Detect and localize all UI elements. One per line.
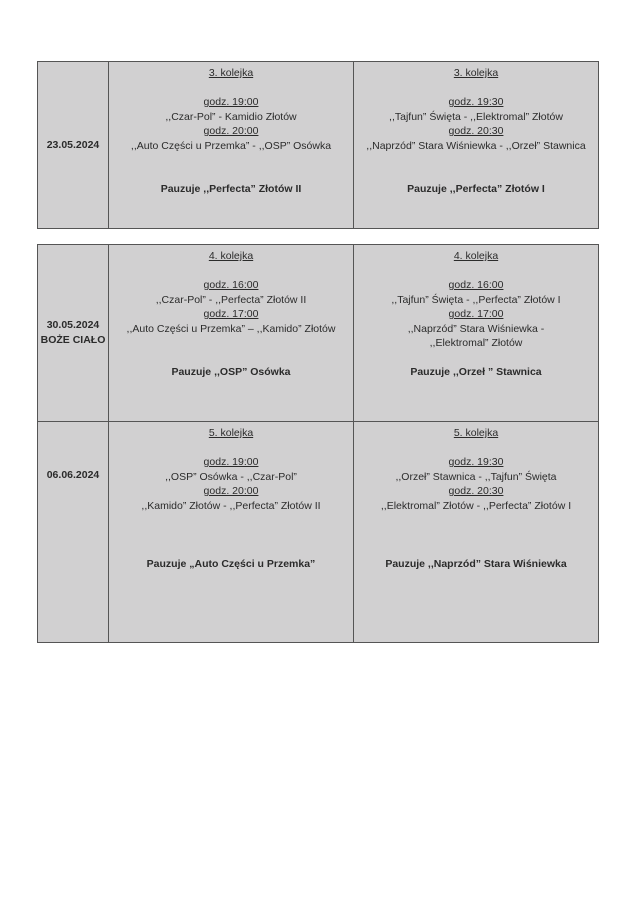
pause-team: Pauzuje ,,OSP” Osówka [171,366,291,378]
pause-team: Pauzuje „Auto Części u Przemka” [146,557,316,570]
date-text: 06.06.2024 [46,469,100,481]
date-cell [38,422,109,643]
match-time: godz. 17:00 [448,308,504,320]
match-teams: ,,Elektromal” Złotów - ,,Perfecta” Złotów I [380,499,572,512]
round-label: 4. kolejka [208,250,254,262]
date-cell [38,62,109,229]
match-time: godz. 19:30 [448,96,504,108]
match-time: godz. 17:00 [203,308,259,320]
round-cell-right [354,245,599,422]
match-time: godz. 16:00 [448,279,504,291]
round-label: 3. kolejka [453,67,499,79]
match-time: godz. 19:00 [203,456,259,468]
match-teams: ,,Orzeł” Stawnica - ,,Tajfun” Święta [395,470,557,483]
date-cell [38,245,109,422]
round-cell-right [354,422,599,643]
table-row [38,62,599,229]
round-label: 3. kolejka [208,67,254,79]
match-time: godz. 16:00 [203,279,259,291]
match-teams: ,,Tajfun” Święta - ,,Perfecta” Złotów I [391,293,561,306]
match-teams: ,,Auto Części u Przemka” – ,,Kamido” Złotów [126,322,336,335]
round-label: 5. kolejka [453,427,499,439]
date-text: 23.05.2024 [46,138,100,151]
match-time: godz. 20:30 [448,125,504,137]
schedule-table-1 [37,61,599,229]
holiday-note: BOŻE CIAŁO [40,334,106,346]
round-cell-left [109,245,354,422]
round-label: 5. kolejka [208,427,254,439]
table-row [38,245,599,422]
match-time: godz. 20:30 [448,485,504,497]
pause-team: Pauzuje ,,Orzeł ” Stawnica [410,366,542,378]
pause-team: Pauzuje ,,Naprzód” Stara Wiśniewka [385,557,567,570]
round-cell-right [354,62,599,229]
match-time: godz. 20:00 [203,125,259,137]
match-teams: ,,Kamido” Złotów - ,,Perfecta” Złotów II [141,499,321,512]
match-teams: ,,Czar-Pol” - Kamidio Złotów [165,110,297,123]
pause-team: Pauzuje ,,Perfecta” Złotów II [160,183,302,195]
round-label: 4. kolejka [453,250,499,262]
match-teams: ,,Tajfun” Święta - ,,Elektromal” Złotów [389,110,563,123]
match-time: godz. 19:00 [203,96,259,108]
schedule-table-2 [37,244,599,643]
round-cell-left [109,422,354,643]
match-time: godz. 20:00 [203,485,259,497]
table-row [38,422,599,643]
match-time: godz. 19:30 [448,456,504,468]
round-cell-left [109,62,354,229]
date-text: 30.05.2024 [46,319,100,331]
match-teams: ,,Auto Części u Przemka” - ,,OSP” Osówka [130,139,332,152]
match-teams: ,,Naprzód” Stara Wiśniewka - ,,Orzeł” Stawnica [366,139,586,152]
match-teams: ,,OSP” Osówka - ,,Czar-Pol” [165,470,297,483]
match-teams: ,,Czar-Pol” - ,,Perfecta” Złotów II [155,293,307,306]
match-teams: ,,Naprzód” Stara Wiśniewka - ,,Elektromal” Złotów [407,322,545,349]
pause-team: Pauzuje ,,Perfecta” Złotów I [407,183,545,195]
